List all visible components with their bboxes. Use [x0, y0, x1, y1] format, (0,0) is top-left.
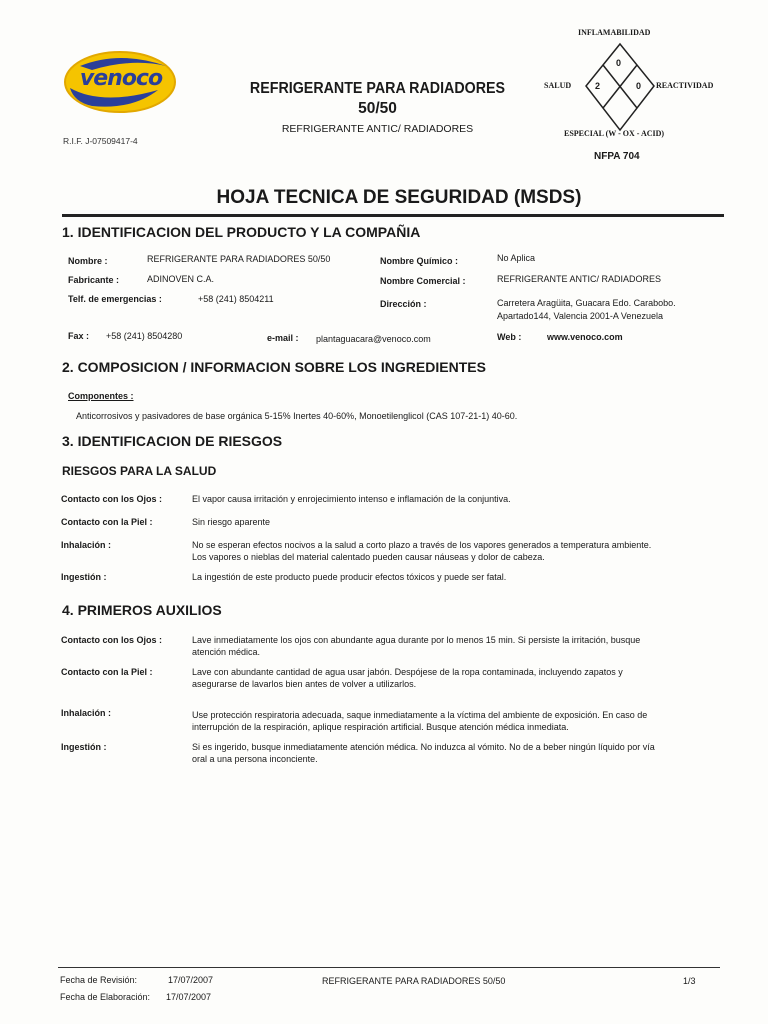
web-label: Web :	[497, 332, 522, 342]
direccion-line2: Apartado144, Valencia 2001-A Venezuela	[497, 311, 663, 321]
nfpa-code: NFPA 704	[594, 151, 640, 162]
auxilio-inhalacion-label: Inhalación :	[61, 708, 112, 718]
riesgo-piel-label: Contacto con la Piel :	[61, 517, 153, 527]
nfpa-right-label: REACTIVIDAD	[656, 81, 714, 90]
section1-title: 1. IDENTIFICACION DEL PRODUCTO Y LA COMPAÑIA	[62, 224, 421, 240]
nfpa-diamond-icon	[582, 40, 658, 136]
email-label: e-mail :	[267, 333, 299, 343]
direccion-line1: Carretera Aragüita, Guacara Edo. Carabobo.	[497, 298, 676, 308]
auxilio-piel-line1: Lave con abundante cantidad de agua usar jabón. Despójese de la ropa contaminada, incluyendo zapatos y	[192, 667, 623, 677]
section2-title: 2. COMPOSICION / INFORMACION SOBRE LOS INGREDIENTES	[62, 359, 486, 375]
nfpa-left-value: 2	[595, 81, 601, 91]
auxilio-piel-label: Contacto con la Piel :	[61, 667, 153, 677]
componentes-text: Anticorrosivos y pasivadores de base orgánica 5-15% Inertes 40-60%, Monoetilenglicol (CAS 107-21-1) 40-60.	[76, 411, 518, 421]
riesgo-inhalacion-line1: No se esperan efectos nocivos a la salud a corto plazo a través de los vapores generados a temperatura ambiente.	[192, 540, 652, 550]
footer-product: REFRIGERANTE PARA RADIADORES 50/50	[322, 976, 506, 986]
product-subtitle: REFRIGERANTE ANTIC/ RADIADORES	[281, 123, 474, 135]
nfpa-top-value: 0	[616, 58, 622, 68]
comercial-label: Nombre Comercial :	[380, 276, 466, 286]
company-logo	[62, 44, 178, 120]
fabricante-label: Fabricante :	[68, 275, 120, 285]
nfpa-right-value: 0	[636, 81, 642, 91]
riesgo-ojos-text: El vapor causa irritación y enrojecimiento intenso e inflamación de la conjuntiva.	[192, 494, 511, 504]
riesgo-ingestion-label: Ingestión :	[61, 572, 107, 582]
auxilio-ingestion-label: Ingestión :	[61, 742, 107, 752]
riesgo-ingestion-text: La ingestión de este producto puede producir efectos tóxicos y puede ser fatal.	[192, 572, 507, 582]
title-divider	[62, 214, 724, 217]
rif-number: R.I.F. J-07509417-4	[63, 136, 138, 146]
auxilio-piel-line2: asegurarse de lavarlos bien antes de volver a utilizarlos.	[192, 679, 417, 689]
nombre-value: REFRIGERANTE PARA RADIADORES 50/50	[147, 254, 331, 264]
auxilio-ojos-line1: Lave inmediatamente los ojos con abundante agua durante por lo menos 15 min. Si persiste la irritación, busque	[192, 635, 641, 645]
fax-label: Fax :	[68, 331, 90, 341]
fax-value: +58 (241) 8504280	[106, 331, 183, 341]
riesgo-inhalacion-label: Inhalación :	[61, 540, 112, 550]
nombre-label: Nombre :	[68, 256, 108, 266]
nfpa-bottom-label: ESPECIAL (W - OX - ACID)	[564, 129, 665, 138]
document-title: HOJA TECNICA DE SEGURIDAD (MSDS)	[216, 187, 582, 208]
web-value[interactable]: www.venoco.com	[547, 332, 623, 342]
auxilio-inhalacion-line1: Use protección respiratoria adecuada, saque inmediatamente a la víctima del ambiente de exposición. En caso de	[192, 710, 648, 720]
auxilio-inhalacion-line2: interrupción de la respiración, aplique respiración artificial. Busque atención médica inmediata.	[192, 722, 569, 732]
auxilio-ingestion-line2: oral a una persona inconciente.	[192, 754, 318, 764]
auxilio-ojos-line2: atención médica.	[192, 647, 261, 657]
direccion-label: Dirección :	[380, 299, 427, 309]
riesgo-piel-text: Sin riesgo aparente	[192, 517, 271, 527]
quimico-label: Nombre Químico :	[380, 256, 459, 266]
nfpa-left-label: SALUD	[544, 81, 572, 90]
componentes-label: Componentes :	[68, 391, 134, 401]
elaboracion-value: 17/07/2007	[166, 992, 212, 1002]
page-number: 1/3	[683, 976, 696, 986]
section3-title: 3. IDENTIFICACION DE RIESGOS	[62, 433, 283, 449]
revision-value: 17/07/2007	[168, 975, 214, 985]
auxilio-ojos-label: Contacto con los Ojos :	[61, 635, 163, 645]
revision-label: Fecha de Revisión:	[60, 975, 138, 985]
section3-subtitle: RIESGOS PARA LA SALUD	[62, 464, 217, 478]
riesgo-inhalacion-line2: Los vapores o nieblas del material calentado pueden causar náuseas y dolor de cabeza.	[192, 552, 545, 562]
logo-text: venoco	[79, 66, 163, 91]
telf-value: +58 (241) 8504211	[198, 294, 274, 304]
product-ratio: 50/50	[358, 100, 397, 117]
nfpa-diamond	[538, 26, 728, 166]
footer-divider	[58, 967, 720, 968]
comercial-value: REFRIGERANTE ANTIC/ RADIADORES	[497, 274, 662, 284]
email-value[interactable]: plantaguacara@venoco.com	[316, 334, 431, 344]
product-title: REFRIGERANTE PARA RADIADORES	[249, 80, 506, 97]
quimico-value: No Aplica	[497, 253, 536, 263]
section4-title: 4. PRIMEROS AUXILIOS	[62, 602, 222, 618]
nfpa-top-label: INFLAMABILIDAD	[578, 28, 651, 37]
fabricante-value: ADINOVEN C.A.	[147, 274, 215, 284]
riesgo-ojos-label: Contacto con los Ojos :	[61, 494, 163, 504]
telf-label: Telf. de emergencias :	[68, 294, 162, 304]
auxilio-ingestion-line1: Si es ingerido, busque inmediatamente atención médica. No induzca al vómito. No de a beber ningún líquido por vía	[192, 742, 655, 752]
elaboracion-label: Fecha de Elaboración:	[60, 992, 151, 1002]
